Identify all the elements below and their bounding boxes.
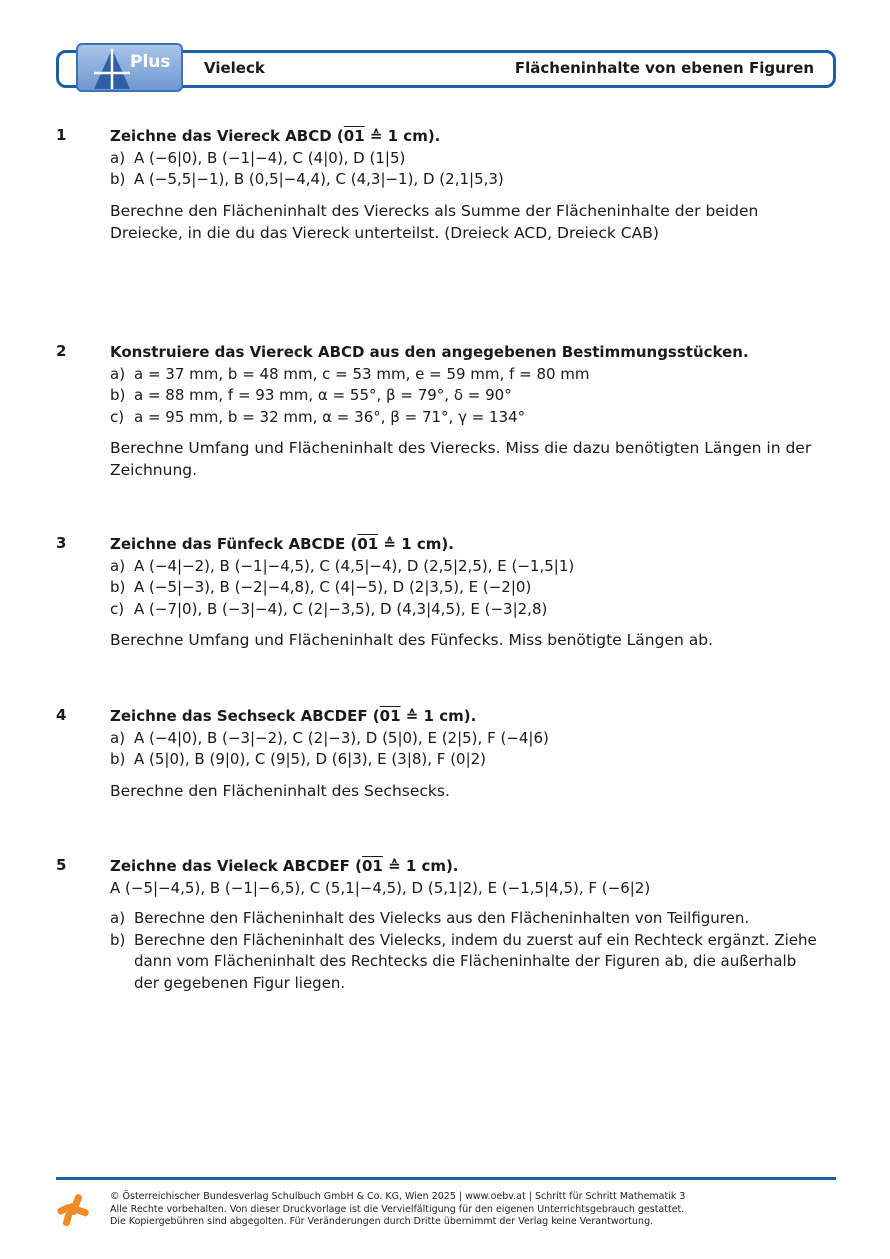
task-title: Zeichne das Vieleck ABCDEF (01 ≙ 1 cm). <box>110 857 459 875</box>
task-title: Konstruiere das Viereck ABCD aus den angegebenen Bestimmungsstücken. <box>110 343 749 361</box>
task-title: Zeichne das Fünfeck ABCDE (01 ≙ 1 cm). <box>110 535 454 553</box>
task-number: 4 <box>56 706 67 724</box>
task-number: 2 <box>56 342 67 360</box>
task-number: 1 <box>56 126 67 144</box>
list-item: a) A (−4|0), B (−3|−2), C (2|−3), D (5|0), E (2|5), F (−4|6) <box>110 728 549 747</box>
footer-divider <box>56 1177 836 1180</box>
list-item: a) a = 37 mm, b = 48 mm, c = 53 mm, e = 59 mm, f = 80 mm <box>110 364 590 383</box>
triangle-logo-icon <box>92 47 132 91</box>
list-item: b) A (5|0), B (9|0), C (9|5), D (6|3), E (3|8), F (0|2) <box>110 750 487 768</box>
task-instruction: Berechne Umfang und Flächeninhalt des Fünfecks. Miss benötigte Längen ab. <box>110 631 714 649</box>
task-instruction: Berechne Umfang und Flächeninhalt des Vierecks. Miss die dazu benötigten Längen in der Zeichnung. <box>110 439 812 479</box>
logo-label: Plus <box>130 52 171 72</box>
list-item: b) A (−5,5|−1), B (0,5|−4,4), C (4,3|−1), D (2,1|5,3) <box>110 170 504 188</box>
task-title: Zeichne das Viereck ABCD (01 ≙ 1 cm). <box>110 127 441 145</box>
list-item: c) a = 95 mm, b = 32 mm, α = 36°, β = 71°, γ = 134° <box>110 407 526 426</box>
point-list: A (−5|−4,5), B (−1|−6,5), C (5,1|−4,5), D (5,1|2), E (−1,5|4,5), F (−6|2) <box>110 878 651 897</box>
task-title: Zeichne das Sechseck ABCDEF (01 ≙ 1 cm). <box>110 707 477 725</box>
list-item: a) Berechne den Flächeninhalt des Vielecks aus den Flächeninhalten von Teilfiguren. <box>110 909 750 927</box>
list-item: a) A (−6|0), B (−1|−4), C (4|0), D (1|5) <box>110 148 406 167</box>
list-item: c) A (−7|0), B (−3|−4), C (2|−3,5), D (4,3|4,5), E (−3|2,8) <box>110 599 548 618</box>
plus-logo <box>76 43 183 92</box>
header-chapter: Flächeninhalte von ebenen Figuren <box>514 59 814 77</box>
publisher-logo-icon <box>54 1190 92 1228</box>
header-topic: Vieleck <box>204 59 265 77</box>
task-number: 3 <box>56 534 67 552</box>
task-instruction: Berechne den Flächeninhalt des Vierecks als Summe der Flächeninhalte der beiden Dreiecke, in die du das Viereck unterteilst. (Dreieck ACD, Dreieck CAB) <box>110 201 759 242</box>
list-item: b) Berechne den Flächeninhalt des Vielecks, indem du zuerst auf ein Rechteck ergänzt. Ziehe dann vom Flächeninhalt des Rechtecks die Flächeninhalte der Figuren ab, die außerhalb der gegebenen Figur liegen. <box>110 930 817 992</box>
task-number: 5 <box>56 856 67 874</box>
task-instruction: Berechne den Flächeninhalt des Sechsecks. <box>110 781 450 800</box>
footer-copyright: © Österreichischer Bundesverlag Schulbuch GmbH & Co. KG, Wien 2025 | www.oebv.at | Schritt für Schritt Mathematik 3 Alle Rechte vorbehalten. Von dieser Druckvorlage ist die Vervielfältigung für den eigenen Unterrichtsgebrauch gestattet. Die Kopiergebühren sind abgegolten. Für Veränderungen durch Dritte übernimmt der Verlag keine Verantwortung. <box>110 1191 686 1228</box>
list-item: a) A (−4|−2), B (−1|−4,5), C (4,5|−4), D (2,5|2,5), E (−1,5|1) <box>110 556 575 575</box>
list-item: b) a = 88 mm, f = 93 mm, α = 55°, β = 79°, δ = 90° <box>110 386 512 404</box>
list-item: b) A (−5|−3), B (−2|−4,8), C (4|−5), D (2|3,5), E (−2|0) <box>110 578 532 596</box>
